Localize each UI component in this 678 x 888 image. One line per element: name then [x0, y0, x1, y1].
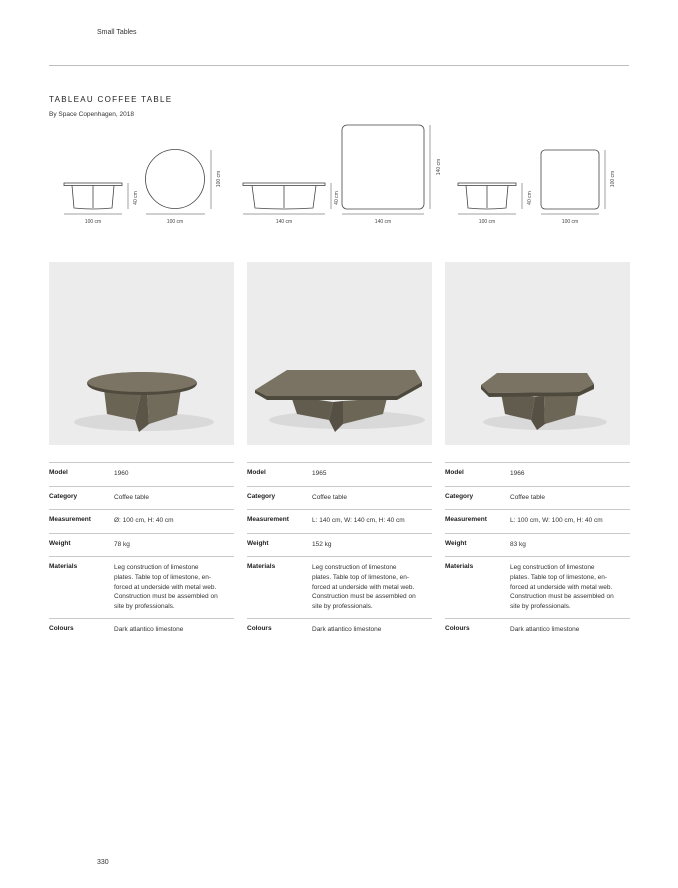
- drawing-1960-top: [146, 150, 212, 215]
- dim-1965-side-height: 40 cm: [334, 191, 340, 205]
- product-title: TABLEAU COFFEE TABLE: [49, 95, 173, 104]
- product-subtitle: By Space Copenhagen, 2018: [49, 111, 134, 118]
- dim-1960-side-width: 100 cm: [84, 219, 102, 225]
- spec-row-colours: [445, 618, 630, 642]
- spec-label: Model: [49, 469, 68, 476]
- spec-row-colours: [247, 618, 432, 642]
- spec-value-weight: 83 kg: [510, 540, 526, 548]
- materials-line: forced at underside with metal web.: [114, 583, 217, 591]
- dim-1960-top-width: 100 cm: [166, 219, 184, 225]
- materials-line: Leg construction of limestone: [510, 564, 595, 572]
- drawing-1965-top: [342, 125, 430, 214]
- materials-line: plates. Table top of limestone, en-: [312, 573, 410, 581]
- materials-line: forced at underside with metal web.: [510, 583, 613, 591]
- spec-value-weight: 152 kg: [312, 540, 332, 548]
- spec-row-model: [49, 462, 234, 486]
- spec-value-measurement: L: 140 cm, W: 140 cm, H: 40 cm: [312, 517, 405, 525]
- spec-label: Measurement: [445, 516, 487, 524]
- dim-1960-top-depth: 100 cm: [216, 170, 222, 188]
- spec-row-category: [445, 486, 630, 510]
- dim-1966-side-height: 40 cm: [527, 191, 533, 205]
- dim-1965-top-width: 140 cm: [374, 219, 392, 225]
- spec-value-category: Coffee table: [312, 493, 347, 501]
- materials-line: plates. Table top of limestone, en-: [510, 573, 608, 581]
- spec-label: Weight: [49, 539, 71, 547]
- materials-line: forced at underside with metal web.: [312, 583, 415, 591]
- spec-label: Category: [445, 492, 474, 500]
- spec-label: Colours: [445, 625, 470, 633]
- spec-row-model: [445, 462, 630, 486]
- spec-table-1965: [247, 462, 432, 642]
- page-number: 330: [97, 859, 109, 866]
- spec-row-model: [247, 462, 432, 486]
- materials-line: Construction must be assembled on: [312, 593, 416, 601]
- spec-value-model: 1960: [114, 470, 129, 477]
- spec-row-materials: [49, 556, 234, 618]
- dim-1965-top-depth: 140 cm: [436, 158, 442, 176]
- spec-value-colours: Dark atlantico limestone: [312, 626, 382, 634]
- spec-value-measurement: Ø: 100 cm, H: 40 cm: [114, 517, 174, 525]
- spec-value-materials: [114, 563, 234, 611]
- spec-row-weight: [247, 533, 432, 557]
- spec-label: Measurement: [49, 516, 91, 524]
- materials-line: Leg construction of limestone: [114, 564, 199, 572]
- spec-row-weight: [445, 533, 630, 557]
- spec-label: Weight: [445, 539, 467, 547]
- spec-label: Category: [49, 492, 78, 500]
- dim-1960-side-height: 40 cm: [133, 191, 139, 205]
- dim-1966-top-depth: 100 cm: [610, 170, 616, 188]
- spec-label: Measurement: [247, 516, 289, 524]
- materials-line: Construction must be assembled on: [510, 593, 614, 601]
- spec-value-materials: [312, 563, 432, 611]
- dim-1966-top-width: 100 cm: [561, 219, 579, 225]
- spec-value-measurement: L: 100 cm, W: 100 cm, H: 40 cm: [510, 517, 603, 525]
- materials-line: Construction must be assembled on: [114, 593, 218, 601]
- materials-line: site by professionals.: [312, 602, 373, 610]
- spec-row-measurement: [445, 509, 630, 533]
- spec-label: Colours: [49, 625, 74, 633]
- spec-label: Category: [247, 492, 276, 500]
- product-photo-1960: [49, 262, 234, 445]
- spec-row-materials: [247, 556, 432, 618]
- dim-1965-side-width: 140 cm: [275, 219, 293, 225]
- spec-value-colours: Dark atlantico limestone: [510, 626, 580, 634]
- spec-value-category: Coffee table: [510, 493, 545, 501]
- spec-table-1966: [445, 462, 630, 642]
- spec-value-materials: [510, 563, 630, 611]
- spec-value-weight: 78 kg: [114, 540, 130, 548]
- spec-row-category: [49, 486, 234, 510]
- spec-row-measurement: [247, 509, 432, 533]
- spec-value-model: 1966: [510, 470, 525, 477]
- spec-row-materials: [445, 556, 630, 618]
- materials-line: plates. Table top of limestone, en-: [114, 573, 212, 581]
- spec-row-measurement: [49, 509, 234, 533]
- product-photo-1965: [247, 262, 432, 445]
- spec-table-1960: [49, 462, 234, 642]
- spec-label: Materials: [49, 563, 78, 571]
- spec-value-category: Coffee table: [114, 493, 149, 501]
- drawing-1965-side: [243, 183, 331, 214]
- drawing-1960-side: [64, 183, 128, 214]
- spec-row-category: [247, 486, 432, 510]
- materials-line: Leg construction of limestone: [312, 564, 397, 572]
- spec-label: Weight: [247, 539, 269, 547]
- section-label: Small Tables: [97, 29, 137, 36]
- spec-label: Materials: [247, 563, 276, 571]
- materials-line: site by professionals.: [510, 602, 571, 610]
- spec-label: Materials: [445, 563, 474, 571]
- drawing-1966-top: [541, 150, 605, 214]
- drawing-1966-side: [458, 183, 522, 214]
- spec-row-weight: [49, 533, 234, 557]
- spec-label: Model: [247, 469, 266, 476]
- dim-1966-side-width: 100 cm: [478, 219, 496, 225]
- spec-label: Colours: [247, 625, 272, 633]
- materials-line: site by professionals.: [114, 602, 175, 610]
- spec-value-colours: Dark atlantico limestone: [114, 626, 184, 634]
- product-photo-1966: [445, 262, 630, 445]
- spec-label: Model: [445, 469, 464, 476]
- spec-row-colours: [49, 618, 234, 642]
- technical-drawings: [0, 0, 678, 240]
- spec-value-model: 1965: [312, 470, 327, 477]
